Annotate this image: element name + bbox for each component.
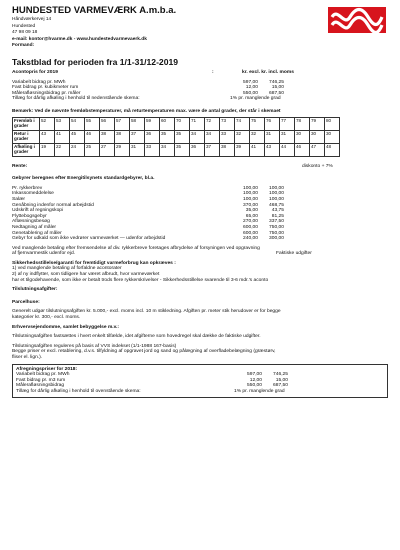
table-cell: 56 bbox=[100, 117, 115, 130]
tilslutning-heading: Tilslutningsafgifter: bbox=[12, 287, 58, 293]
table-cell: 24 bbox=[70, 143, 85, 156]
table-cell: 39 bbox=[235, 143, 250, 156]
gebyr-incl: 81,25 bbox=[271, 213, 284, 219]
table-cell: 35 bbox=[160, 130, 175, 143]
table-cell: 30 bbox=[310, 130, 325, 143]
acontopris-heading: Acontopris for 2019 bbox=[12, 70, 58, 75]
company-address: Håndværkervej 14 bbox=[12, 17, 52, 22]
gebyr-excl: 65,00 bbox=[245, 213, 258, 219]
gebyr-label: Pr. rykkerbrev bbox=[12, 185, 43, 191]
rente-row bbox=[12, 164, 388, 170]
table-cell: 74 bbox=[235, 117, 250, 130]
table-cell: 44 bbox=[280, 143, 295, 156]
table-cell: 75 bbox=[250, 117, 265, 130]
table-cell: 36 bbox=[145, 130, 160, 143]
aconto-label: Målerafløsningsbidrag pr. måler bbox=[12, 90, 81, 96]
gebyr-incl: 300,00 bbox=[269, 236, 284, 242]
table-cell: 38 bbox=[220, 143, 235, 156]
aconto-penalty-label: Tillæg for dårlig afkøling i henhold til nedenstående skema: bbox=[12, 96, 140, 102]
table-cell: 60 bbox=[160, 117, 175, 130]
sikkerhed-heading: Sikkerhedsstillelse/garanti for fremtidigt varmeforbrug kan opkræves : bbox=[12, 260, 176, 266]
table-cell: 80 bbox=[325, 117, 340, 130]
sikkerhed-line: 2) af ny indflytter, som tidligere har været afbrudt, hvor varmeværket bbox=[12, 272, 160, 278]
table-cell: 48 bbox=[325, 143, 340, 156]
gebyr-excl: 270,00 bbox=[243, 219, 258, 225]
table-cell: 34 bbox=[190, 130, 205, 143]
gebyr-incl: 100,00 bbox=[269, 196, 284, 202]
table-cell: 25 bbox=[85, 143, 100, 156]
company-name: HUNDESTED VARMEVÆRK A.m.b.a. bbox=[12, 5, 177, 16]
table-cell: 58 bbox=[130, 117, 145, 130]
afregning-label: Målerafløsningsbidrag bbox=[16, 383, 65, 389]
table-cell: 71 bbox=[190, 117, 205, 130]
table-cell: 34 bbox=[160, 143, 175, 156]
regulering-text: Tilslutningsafgiften reguleres på basis af VVS indekset (1/1-1988 167-basis) bbox=[12, 343, 177, 349]
gebyr-incl: 750,00 bbox=[269, 230, 284, 236]
table-cell: 79 bbox=[310, 117, 325, 130]
gebyr-label: Udskrift af regningskopi bbox=[12, 208, 64, 214]
gebyr-label: Nedtagning af måler bbox=[12, 224, 57, 230]
gebyr-incl: 337,50 bbox=[269, 219, 284, 225]
gebyr-label: Flyttebogsgebyr bbox=[12, 213, 47, 219]
gebyr-incl: 750,00 bbox=[269, 224, 284, 230]
gebyr-label: Aflæsningsbesøg bbox=[12, 219, 50, 225]
aconto-incl: 687,50 bbox=[269, 90, 284, 96]
gebyr-excl: 100,00 bbox=[243, 191, 258, 197]
gebyr-excl: 240,00 bbox=[243, 236, 258, 242]
table-cell: 19 bbox=[40, 143, 55, 156]
table-cell: 41 bbox=[55, 130, 70, 143]
gebyr-incl: 100,00 bbox=[269, 185, 284, 191]
gebyr-excl: 100,00 bbox=[243, 185, 258, 191]
table-row bbox=[13, 143, 340, 156]
table-cell: 59 bbox=[145, 117, 160, 130]
table-cell: 70 bbox=[175, 117, 190, 130]
table-cell: 37 bbox=[205, 143, 220, 156]
table-cell: 52 bbox=[40, 117, 55, 130]
table-cell: 36 bbox=[190, 143, 205, 156]
sikkerhed-line: 1) ved manglende betaling af forfaldne acontorater bbox=[12, 266, 122, 272]
table-cell: 38 bbox=[115, 130, 130, 143]
late-payment-text: Ved manglende betaling efter fremsendelse af div. rykkerbreve foretages afbrydelse af forsyningen ved opgravning af fjernvarmestik udenfor ejd. bbox=[12, 245, 260, 257]
rente-value: diskonto + 7% bbox=[302, 163, 333, 169]
sikkerhed-line: har et tilgodehavende, som ikke er betalt trods flere rykkerskrivelser - Sikkerhedsstillelse svarende til 3-6 mdr.'s aconto bbox=[12, 277, 269, 283]
afregning-incl: 687,50 bbox=[273, 383, 288, 389]
gebyr-excl: 100,00 bbox=[243, 196, 258, 202]
table-cell: 27 bbox=[100, 143, 115, 156]
aconto-excl: 12,00 bbox=[245, 85, 258, 91]
table-cell: 31 bbox=[265, 130, 280, 143]
gebyr-label: Genåbning indenfor normal arbejdstid bbox=[12, 202, 94, 208]
company-city: Hundested bbox=[12, 23, 36, 29]
table-cell: 77 bbox=[280, 117, 295, 130]
parcelhuse-heading: Parcelhuse: bbox=[12, 299, 40, 305]
table-cell: 46 bbox=[85, 130, 100, 143]
gebyr-excl: 35,00 bbox=[245, 208, 258, 214]
parcelhuse-text: kategorier kr. 300,- excl. moms. bbox=[12, 315, 81, 321]
erhverv-heading: Erhvervsejendomme, samlet bebyggelse m.v.: bbox=[12, 324, 120, 330]
table-cell: 33 bbox=[220, 130, 235, 143]
gebyr-heading: Gebyrer beregnes efter Energitilsynets standardgebyrer, bl.a. bbox=[12, 176, 155, 182]
afregning-penalty-row bbox=[16, 389, 384, 395]
afregning-penalty-label: Tillæg for dårlig afkøling i henhold til ovenstående skema: bbox=[16, 388, 141, 394]
afregning-excl: 12,00 bbox=[249, 377, 262, 383]
table-cell: 41 bbox=[250, 143, 265, 156]
late-payment-value: Faktiske udgifter bbox=[276, 251, 312, 257]
afregning-excl: 597,00 bbox=[247, 372, 262, 378]
table-cell: 22 bbox=[55, 143, 70, 156]
regulering-text: fliser el. lign.). bbox=[12, 355, 43, 360]
rente-label: Rente: bbox=[12, 163, 28, 169]
afregning-heading: Afregningspriser for 2018: bbox=[16, 366, 78, 372]
table-cell: 30 bbox=[325, 130, 340, 143]
table-cell: 34 bbox=[205, 130, 220, 143]
document-title: Takstblad for perioden fra 1/1-31/12-2019 bbox=[12, 57, 179, 67]
table-cell: 54 bbox=[70, 117, 85, 130]
table-cell: 46 bbox=[295, 143, 310, 156]
gebyr-incl: 100,00 bbox=[269, 191, 284, 197]
gebyr-label: Salær bbox=[12, 196, 26, 202]
table-cell: 57 bbox=[115, 117, 130, 130]
afregning-incl: 746,25 bbox=[273, 372, 288, 378]
gebyr-label: Gebyr for udkald som ikke vedrører varmeværket — udenfor arbejdstid bbox=[12, 236, 166, 242]
afregning-label: Fast bidrag pr. m3 rum bbox=[16, 377, 66, 383]
gebyr-label: Inkassomeddelelse bbox=[12, 191, 54, 197]
gebyr-excl: 370,00 bbox=[243, 202, 258, 208]
afregning-box bbox=[12, 364, 388, 398]
table-cell: 43 bbox=[265, 143, 280, 156]
regulering-text: Begge priser er excl. retablering, d.v.s. tilfyldning af opgravet jord og sand og pålægning af overfladebelægning (græstørv, bbox=[12, 349, 276, 355]
table-cell: 32 bbox=[250, 130, 265, 143]
table-cell: 76 bbox=[265, 117, 280, 130]
table-cell: 37 bbox=[130, 130, 145, 143]
table-cell: 35 bbox=[175, 143, 190, 156]
table-row bbox=[13, 130, 340, 143]
afregning-penalty-value: 1% pr. manglende grad bbox=[234, 388, 285, 394]
table-row-label: Retur i grader bbox=[13, 130, 40, 143]
late-payment-row bbox=[12, 246, 388, 257]
table-row-label: Fremløb i grader bbox=[13, 117, 40, 130]
table-cell: 31 bbox=[130, 143, 145, 156]
aconto-label: Variabelt bidrag pr. MWh bbox=[12, 79, 66, 85]
table-cell: 73 bbox=[220, 117, 235, 130]
gebyr-excl: 600,00 bbox=[243, 224, 258, 230]
aconto-excl: 550,00 bbox=[243, 90, 258, 96]
aconto-incl: 15,00 bbox=[271, 85, 284, 91]
table-cell: 30 bbox=[295, 130, 310, 143]
company-phone: 47 98 09 18 bbox=[12, 30, 38, 36]
aconto-excl: 597,00 bbox=[243, 79, 258, 85]
letterhead bbox=[12, 6, 388, 56]
table-cell: 35 bbox=[175, 130, 190, 143]
company-contact: e-mail: kontor@hvarme.dk - www.hundestedvarmevaerk.dk bbox=[12, 36, 147, 42]
table-cell: 45 bbox=[70, 130, 85, 143]
table-cell: 29 bbox=[115, 143, 130, 156]
table-cell: 38 bbox=[100, 130, 115, 143]
afregning-label: Variabelt bidrag pr. MWh bbox=[16, 372, 70, 378]
table-cell: 72 bbox=[205, 117, 220, 130]
table-cell: 32 bbox=[235, 130, 250, 143]
hv-wave-logo-icon bbox=[328, 7, 386, 33]
erhverv-text: Tilslutningsafgiften fastsættes i hvert enkelt tilfælde, idet afgifterne som hovedregel skal dække de faktiske udgifter. bbox=[12, 334, 261, 340]
acontopris-colon: : bbox=[212, 70, 214, 75]
temperature-table bbox=[12, 117, 340, 157]
table-cell: 31 bbox=[280, 130, 295, 143]
table-row-label: Afkøling i grader bbox=[13, 143, 40, 156]
gebyr-excl: 600,00 bbox=[243, 230, 258, 236]
afregning-incl: 15,00 bbox=[275, 377, 288, 383]
table-cell: 55 bbox=[85, 117, 100, 130]
gebyr-incl: 468,75 bbox=[269, 202, 284, 208]
table-cell: 78 bbox=[295, 117, 310, 130]
parcelhuse-text: Generelt udgør tilslutningsafgiften kr. 5.000,- excl. moms incl. 10 m stikledning. Afgiften pr. meter stik herudover er for begge bbox=[12, 309, 281, 315]
gebyr-label: Genetablering af måler bbox=[12, 230, 62, 236]
temperature-note: Bemærk: Ved de nævnte fremløbstemperaturer, må returtemperaturen max. være de antal grader, der står i skemaet bbox=[12, 108, 281, 114]
table-cell: 47 bbox=[310, 143, 325, 156]
table-cell: 53 bbox=[55, 117, 70, 130]
table-cell: 43 bbox=[40, 130, 55, 143]
aconto-incl: 746,25 bbox=[269, 79, 284, 85]
company-chair: Formand: bbox=[12, 43, 35, 49]
gebyr-incl: 43,75 bbox=[271, 208, 284, 214]
table-row bbox=[13, 117, 340, 130]
aconto-penalty-value: 1% pr. manglende grad bbox=[230, 96, 281, 102]
table-cell: 33 bbox=[145, 143, 160, 156]
aconto-label: Fast bidrag pr. kubikmeter rum bbox=[12, 85, 79, 91]
acontopris-unit-heading: kr. excl. kr. incl. moms bbox=[242, 70, 294, 75]
afregning-excl: 550,00 bbox=[247, 383, 262, 389]
